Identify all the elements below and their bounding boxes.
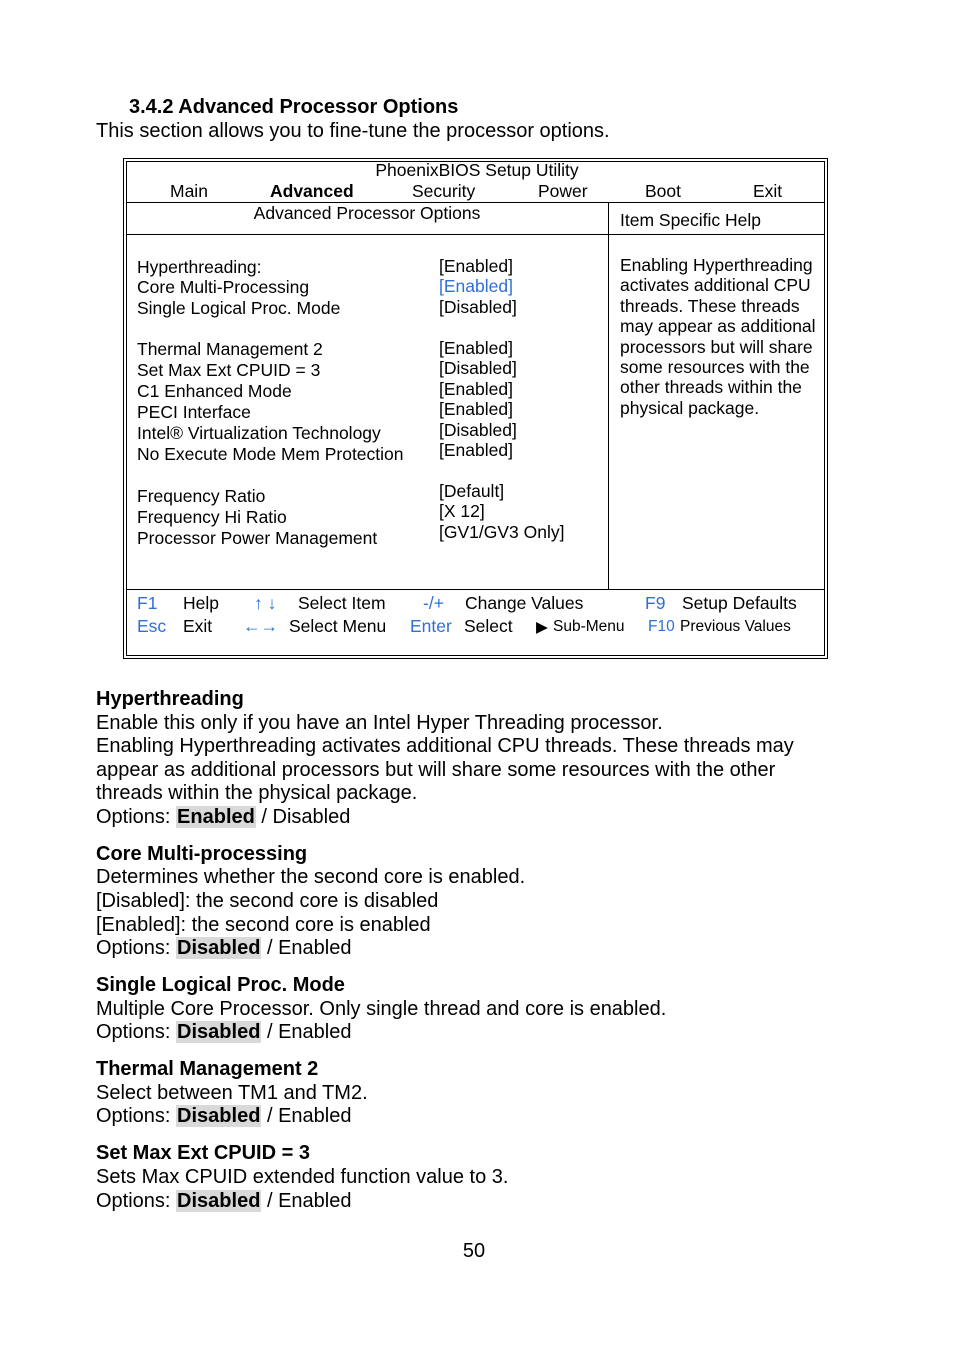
desc-options (96, 1105, 351, 1128)
value-set-max-ext-cpuid[interactable]: [Disabled] (439, 358, 517, 378)
item-no-execute-mode[interactable]: No Execute Mode Mem Protection (137, 444, 404, 464)
options-prefix: Options: (96, 806, 177, 828)
value-hyperthreading[interactable]: [Enabled] (439, 256, 513, 276)
value-frequency-ratio[interactable]: [Default] (439, 481, 505, 501)
esc-label: Exit (183, 616, 213, 636)
options-prefix: Options: (96, 1190, 177, 1212)
value-peci-interface[interactable]: [Enabled] (439, 399, 513, 419)
options-prefix: Options: (96, 1105, 177, 1127)
item-processor-power-management[interactable]: Processor Power Management (137, 528, 378, 548)
options-rest: / Enabled (261, 1105, 352, 1127)
menu-main[interactable]: Main (170, 181, 208, 201)
options-rest: / Enabled (261, 937, 352, 959)
desc-line: Multiple Core Processor. Only single thread and core is enabled. (96, 998, 667, 1020)
value-frequency-hi-ratio[interactable]: [X 12] (439, 501, 485, 521)
options-rest: / Disabled (255, 806, 351, 828)
item-peci-interface[interactable]: PECI Interface (137, 402, 251, 422)
desc-line: Sets Max CPUID extended function value to 3. (96, 1166, 509, 1188)
desc-heading-core-multi-processing: Core Multi-processing (96, 843, 308, 865)
desc-line: appear as additional processors but will share some resources with the other (96, 759, 776, 781)
desc-line: Determines whether the second core is enabled. (96, 866, 526, 888)
desc-heading-single-logical-proc-mode: Single Logical Proc. Mode (96, 974, 345, 996)
desc-line: Enable this only if you have an Intel Hyper Threading processor. (96, 712, 663, 734)
panel-title: Advanced Processor Options (253, 203, 481, 223)
value-core-multi-processing[interactable]: [Enabled] (439, 276, 513, 296)
change-values-label: Change Values (465, 593, 584, 613)
desc-line: [Enabled]: the second core is enabled (96, 914, 431, 936)
help-column-divider (608, 202, 609, 589)
select-menu-label: Select Menu (289, 616, 387, 636)
options-default: Disabled (177, 1190, 261, 1212)
section-intro: This section allows you to fine-tune the processor options. (96, 120, 610, 142)
item-c1-enhanced-mode[interactable]: C1 Enhanced Mode (137, 381, 292, 401)
value-c1-enhanced-mode[interactable]: [Enabled] (439, 379, 513, 399)
desc-heading-set-max-ext-cpuid: Set Max Ext CPUID = 3 (96, 1142, 310, 1164)
item-virtualization-technology[interactable]: Intel® Virtualization Technology (137, 423, 381, 443)
value-thermal-management-2[interactable]: [Enabled] (439, 338, 513, 358)
f10-key: F10 (648, 618, 675, 635)
help-title: Item Specific Help (620, 210, 762, 230)
options-default: Disabled (177, 1021, 261, 1043)
f9-label: Setup Defaults (682, 593, 797, 613)
item-thermal-management-2[interactable]: Thermal Management 2 (137, 339, 323, 359)
menu-power[interactable]: Power (538, 181, 588, 201)
bios-title: PhoenixBIOS Setup Utility (375, 160, 579, 180)
f1-key: F1 (137, 593, 158, 613)
arrow-left-right-icon: ←→ (243, 616, 278, 636)
menu-exit[interactable]: Exit (753, 181, 783, 201)
options-default: Enabled (177, 806, 255, 828)
desc-line: [Disabled]: the second core is disabled (96, 890, 439, 912)
item-hyperthreading[interactable]: Hyperthreading: (137, 257, 262, 277)
desc-line: threads within the physical package. (96, 782, 418, 804)
header-divider (126, 234, 825, 235)
desc-line: Enabling Hyperthreading activates additional CPU threads. These threads may (96, 735, 794, 757)
select-item-label: Select Item (298, 593, 386, 613)
footer-divider (126, 589, 825, 590)
desc-heading-thermal-management-2: Thermal Management 2 (96, 1058, 319, 1080)
item-frequency-hi-ratio[interactable]: Frequency Hi Ratio (137, 507, 287, 527)
value-no-execute-mode[interactable]: [Enabled] (439, 440, 513, 460)
item-core-multi-processing[interactable]: Core Multi-Processing (137, 277, 310, 297)
options-prefix: Options: (96, 1021, 177, 1043)
item-help-text: Enabling Hyperthreading activates additional CPU threads. These threads may appear as additional processors but will share some resources with the other threads within the physical package. (620, 255, 816, 418)
menu-security[interactable]: Security (412, 181, 476, 201)
item-set-max-ext-cpuid[interactable]: Set Max Ext CPUID = 3 (137, 360, 321, 380)
arrow-up-down-icon: ↑ ↓ (254, 593, 277, 613)
value-virtualization-technology[interactable]: [Disabled] (439, 420, 517, 440)
section-title: 3.4.2 Advanced Processor Options (129, 96, 459, 118)
enter-key: Enter (410, 616, 452, 636)
value-processor-power-management[interactable]: [GV1/GV3 Only] (439, 522, 565, 542)
f1-label: Help (183, 593, 219, 613)
desc-options (96, 1190, 351, 1213)
options-rest: / Enabled (261, 1021, 352, 1043)
page-number: 50 (462, 1240, 486, 1262)
plus-minus-key: -/+ (423, 593, 444, 613)
desc-options (96, 806, 350, 829)
desc-line: Select between TM1 and TM2. (96, 1082, 368, 1104)
options-rest: / Enabled (261, 1190, 352, 1212)
submenu-arrow-icon: ▶ (536, 619, 548, 636)
desc-options (96, 937, 351, 960)
menu-advanced[interactable]: Advanced (270, 181, 354, 201)
f9-key: F9 (645, 593, 666, 613)
options-prefix: Options: (96, 937, 177, 959)
submenu-label: Sub-Menu (553, 618, 625, 635)
desc-heading-hyperthreading: Hyperthreading (96, 688, 244, 710)
value-single-logical-proc-mode[interactable]: [Disabled] (439, 297, 517, 317)
options-default: Disabled (177, 937, 261, 959)
f10-label: Previous Values (680, 618, 791, 635)
desc-options (96, 1021, 351, 1044)
enter-label: Select (464, 616, 513, 636)
esc-key: Esc (137, 616, 167, 636)
menu-boot[interactable]: Boot (645, 181, 681, 201)
options-default: Disabled (177, 1105, 261, 1127)
item-frequency-ratio[interactable]: Frequency Ratio (137, 486, 266, 506)
item-single-logical-proc-mode[interactable]: Single Logical Proc. Mode (137, 298, 341, 318)
